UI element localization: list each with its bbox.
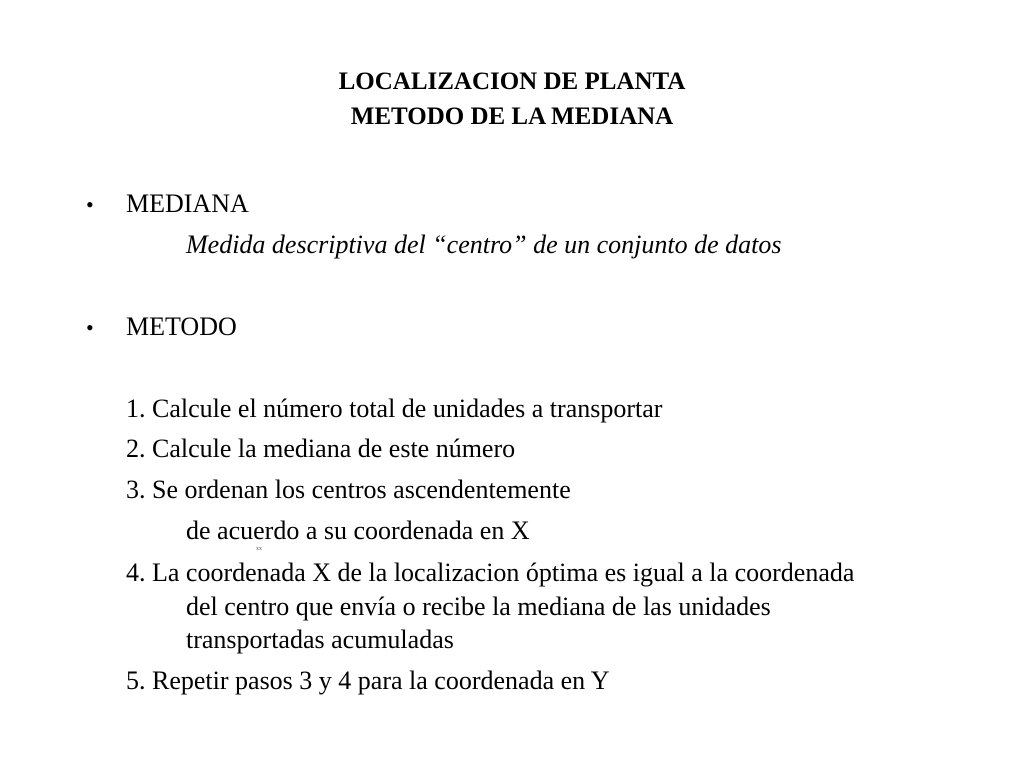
step-4-continuation-2: transportadas acumuladas	[186, 625, 454, 654]
small-mark: xx	[256, 546, 262, 552]
slide-title-line-1: LOCALIZACION DE PLANTA	[338, 68, 686, 95]
step-3-continuation: de acuerdo a su coordenada en X	[186, 516, 530, 545]
step-3: 3. Se ordenan los centros ascendentemente	[126, 475, 571, 504]
bullet-mediana: •	[86, 192, 94, 217]
bullet-metodo: •	[86, 315, 94, 340]
step-1: 1. Calcule el número total de unidades a transportar	[126, 394, 663, 423]
step-2: 2. Calcule la mediana de este número	[126, 434, 516, 463]
mediana-definition: Medida descriptiva del “centro” de un conjunto de datos	[186, 230, 782, 259]
heading-metodo: METODO	[126, 312, 237, 341]
slide-title-line-2: METODO DE LA MEDIANA	[350, 103, 674, 130]
heading-mediana: MEDIANA	[126, 189, 249, 218]
step-4: 4. La coordenada X de la localizacion óptima es igual a la coordenada	[126, 558, 855, 587]
step-5: 5. Repetir pasos 3 y 4 para la coordenada en Y	[126, 666, 610, 695]
step-4-continuation-1: del centro que envía o recibe la mediana de las unidades	[186, 592, 771, 621]
